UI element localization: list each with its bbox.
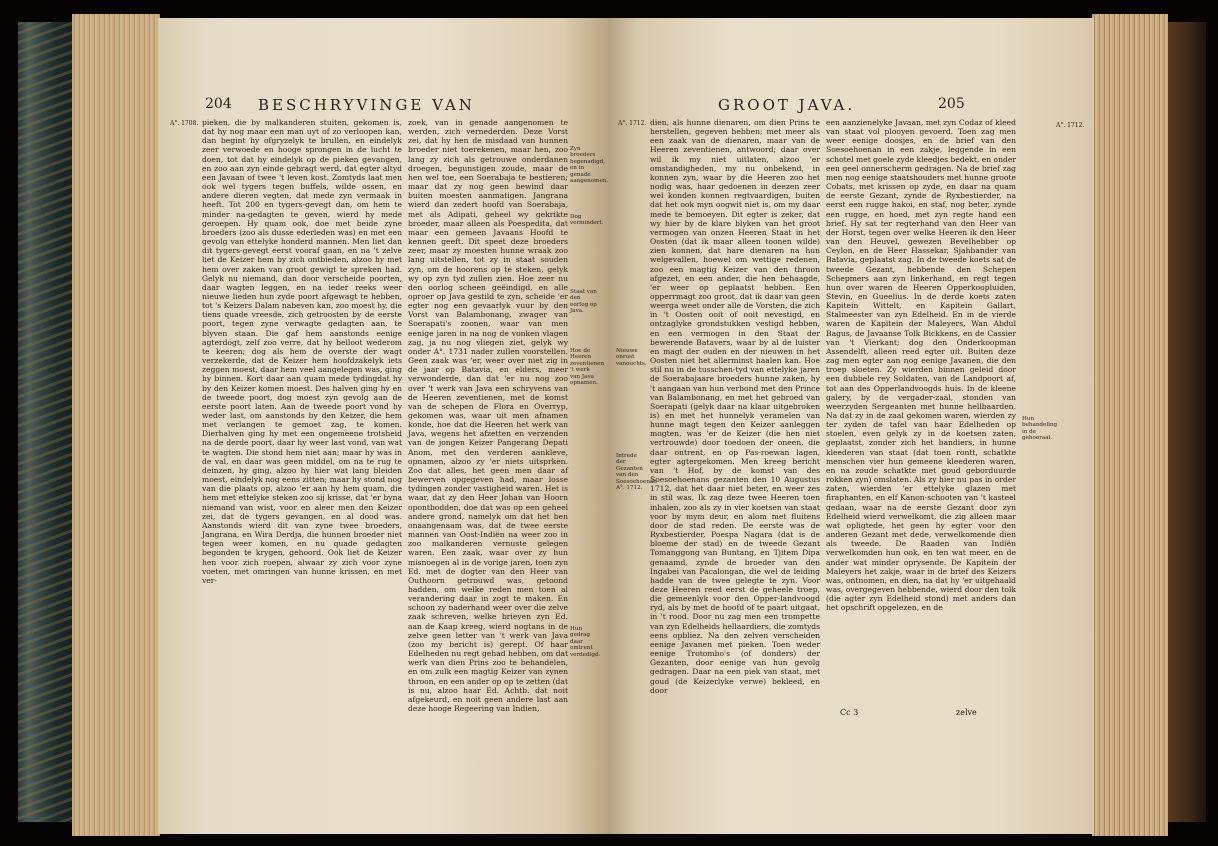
margin-note: Hoe de Heeren zeventienen 't werk van Java opnamen. xyxy=(570,348,605,387)
margin-note: Hun gedrag daar omtrent verdedigd. xyxy=(570,626,601,658)
signature-mark: Cc 3 xyxy=(840,708,859,717)
left-page xyxy=(158,18,608,834)
text-column-1: dien, als hunne dienaren, om dien Prins te herstellen, gegeven hebben; met meer als een zaak van de dienaren, maar van de Heeren zeventienen, antwoord; daar over wil ik my niet uitlaten, alzoo 'er omstandigheden, my nu onbekend, in konnen zyn, waar by die Heeren zoo het nodig was, haar gedoenen in deezen zeer wel konden konnen regtvaardigen, buiten dat het ook myn oogwit niet is, om my daar mede te bemoeyen. Dit egter is zeker, dat wy hier by de klare blyken van het groot vermogen van onzen Heeren Staat in het Oosten (dat ik maar alleen toonen wilde) zien konnen, dat hare dienaren na hun welgevallen, hoewel om wettige redenen, zoo een magtig Keizer van den throon afgezet, en een ander, die hen behaagde, 'er weer op geplaatst hebben. Een opperrmagt zoo groot, dat ik daar van geen weerga weet onder alle de Vorsten, die zich in 't Oosten ooit of ooit nevestigd, en ontzaglyke grondstukken vestigd hebben, en een vermogen in den Staat der bewerende Batavers, waar by al de luister en magt der ouden en der nieuwen in het Oosten niet het allerminst haalen kan. Hoe stil nu in de tusschen-tyd van ettelyke jaren de Soerabajaare broeders hunne zaken, hy 't aangaan van hun verbond met den Prince van Balambonang, en met het gebroed van Soerapati (gelyk daar na klaar uitgebroken is) en met het hunnelyk veramelen van hunne magt tegen den Keizer aanleggen mogten, was 'er de Keizer (die hen niet vertrouwde) door toedoen der oneen, die daar ontrent, en op Pas-roewan lagen, egter agtergekomen. Men kreeg bericht van 't Hof, by de komst van des Soesoehoenans gezanten den 10 Augustus 1712, dat het daar niet beter, en weer zes in stil was. Ik zag deze twee Heeren toen inhalen, zoo als zy in vier koetsen van staat voor by mym deur, en alom met fluitens door de stad reden. De eerste was de Ryxbestierder, Poespa Nagara (dat is de bloeme der stad) en de tweede Gezant Tomanggong van Buntang, en Tjitem Dipa genaamd, zynde de broeder van den Ingabei van Pacalongan, die wel de leiding hadde van de twee gelegte te zyn. Voor deze Heeren reed eerst de geheele troep, die gemeenlyk voor den Opper-landvoogd ryd, als by met de hoofd of te paart uitgaat, in 't rood. Door nu zag men een trompette van zyn Edelheids hellaardiers, die zomtyds eens opbliez. Na den zelven verscheiden eenige Javanen met pieken. Toen weder eenige Trotombo's (of donders) der Gezanten, door eenige van hun gevolg gedragen. Daar na een piek van staat, met goud (de Keizerlyke verwe) bekleed, en door xyxy=(650,118,820,695)
text-column-2: een aanzienelyke Javaan, met zyn Codaz of kleed van staat vol plooyen gevoerd. Toen zag men weer eenige doosjes, en de brief van den Soesoehoenan in een zakje, leggende in een schotel met goele zyde kleedjes bedekt, en onder een geel onnerscherm gedragen. Na de brief zag men nog eenige staatshouders met hunne groote Cobats, met krissen op zyde, en daar na quam de eerste Gezant, zynde de Ryxbestierder, na eerst een rugge hakoi, en staf, nog beter, zynde een rugge, en hoed, met zyn regte hand een brief. Hy sat ter regterhand van den Heer van der Horst, tegen over welke Heeren ik den Heer van den Heuvel, gewezen Bevelhebber op Ceylon, en de Heer Hassekar, Sjahbander van Batavia, geplaatst zag. In de tweede koets sat de tweede Gezant, hebbende den Schepen Schepmers aan zyn linkerhand, en regt tegen hun over waren de Heeren Opperkoopluiden, Stevin, en Gueelius. In de derde koets zaten Kapitein Wittelt, en Kapitein Gallart, Stalmeester van zyn Edelheid. En in de vierde waren de Kapitein der Maleyers, Wan Abdul Bagus, de Javaanse Tolk Bickkens, en de Cassier van 't Vierkant; dog den Onderkoopman Assendelft, alleen reed egter uit. Buiten deze zag men egter aan nog eenige Javanen, die den troep sloeten. Zy wierden binnen geleid door een dubbele rey Soldaten, van de Landpoort af, tot aan des Opperlandvoogds huis. In de kleene galery, by de vergader-zaal, stonden van weerzyden Sergeanten met hunne hellbaarden. Na dat zy in de zaal gekomen waren, wierden zy ter zyden de tafel van haar Edelheden op stoelen, even gelyk zy in de koetsen zaten, geplaatst, zonder zich het bandiers, in hunne kleederen van staat (dat toen rontt, schatkte menschen vier hun gemeene kleederen waren, en na zoude schatkte met goud geborduurde rokken zyn) omslaten. Als zy hier nu pas in order zaten, wierden 'er ettelyke glazen met firaphanten, en elf Kanon-schooten van 't kasteel gedaan, waar na de eerste Gezant door zyn Edelheid wierd verwelkomt, die zig alleen maar wat opligtede, het geen hy egter voor den anderen Gezant met dede, verwelkomende dien als tweede. De Raaden van Indiën verwelkomden hun ook, en ten wat meer, en de ander wat minder oprysende. De Kapitein der Maleyers het zakje, waar in de brief des Keizers was, ontnomen, en dien, na dat hy 'er uitgehaald was, overgegeven hebbende, wierd door den tolk (die agter zyn Edelheid stond) met anders dan het opschrift opgelezen, en de xyxy=(826,118,1016,613)
running-head: GROOT JAVA. xyxy=(718,96,856,114)
year-marker: A°. 1712. xyxy=(618,120,647,127)
page-number: 205 xyxy=(938,96,965,112)
text-column-1: pieken, die by malkanderen stuiten, gekomen is, dat hy nog maar een man uyt of zo verloopen kan, dan begint hy ofgryzelyk te brullen, en eindelyk zeer verwoede en hooge sprongen in de lucht te doen, tot dat hy eindelyk op de pieken gevangen, en zoo aan zyn einde gebragt werd, dat egter altyd een Javaan of twee 't leven kost. Zomtyds laat men ook wel tygers tegen buffels, wilde ossen, en andere dieren vegten, dat mede zyn vermaak in heeft. Tot 200 en tygers-gevegt dan, om hem te minder na-gedagten te geven, wierd hy mede geroepen. Hy quam ook, doe met beide zyne broeders (zoo als dusse ederleden was) en met een gevolg van ettelyke honderd mannen. Men liet dan dit tygers-gevegt eerst vooraf gaan, en na 't zelve liet de Keizer hem by zich ontbieden, alzoo hy met hem over zaken van groot gewigt te spreken had. Gelyk nu niemand, dan door verscheide poorten, daar wagten leggen, en na ieder reeks weer nieuwe lieden hun zyde poort afgewagt te hebben, tot 's Keizers Dalam nabeven kan, zoo moest hy, die tiens quade vreesde, zich getroosten by de eerste poort, tegen zyne verwagte gedagten aan, te blyven staan. Die gaf hem aanstonds eenige agterdogt, zelf zoo verre, dat hy belloot wederom te keeren; dog als hem de overste der wagt verzekerde, dat de Keizer hem hoofdzakelyk iets zeggen moest, daar hem veel aangelegen was, ging hy binnen. Kort daar aan quam mede tydingdat hy by den Keizer komen moest. Des halven ging hy en de tweede poort, dog moest zyn gevolg aan de eerste poort laten. Aan de tweede poort vond hy weder last, om aanstonds by den Keizer, die hem met verlangen te gemoet zag, te komen. Dierhalven ging hy met een ongemeene trotsheid na de derde poort, daar hy weer last vond, van wat te wagten. Die stond hem niet aan; maar hy was in de val, en daar was geen middel, om na te rug te deinzen, hy ging, alzoo hy hier wat lang bleiden moest, eindelyk nog eens zitten; maar hy stond nog van die plaats op, alzoo 'er aan hy hem quam, die hem met ettelyke steken zoo sij krisse, dat 'er byna niemand van wist, voor en aleer men den Keizer zei, dat de tygers gevangen, en al dood was. Aanstonds wierd dit van zyne twee broeders, Jangrana, en Wira Derdja, die hunnen broeder niet tegen weer komen, en nu quade gedagten begonden te krygen, gehoord. Ook liet de Keizer hen voor zich roepen, alwaar zy zich voor zyne voeten, met omringen van hunne krissen, en met ver- xyxy=(202,118,402,585)
page-number: 204 xyxy=(205,96,232,112)
running-head: BESCHRYVINGE VAN xyxy=(258,96,475,114)
year-marker: A°. 1708. xyxy=(170,120,199,127)
catchword: zelve xyxy=(956,708,977,717)
margin-note: Dog vermindert. xyxy=(570,214,604,227)
margin-note: Nieuwe onrust vanouchts. xyxy=(616,348,647,367)
text-column-2: zoek, van in genade aangenomen te werden, zich vernederden. Deze Vorst zei, dat hy hen de misdaad van hunnen broeder niet toerekenen, maar hen, zoo lang zy zich als getrouwe onderdanen droegen, begunstigen zoude, maar de hen wel toe, een Soerabaja te bestieren; maar dat zy nog geen bewind daar buiten moesten aanmatigen. Jangrana wierd dan zedert hoofd van Soerabaja, met als Adipati, geheel wy gekrikte broeder, maar alleen als Poespedita, dat maar een gemeen Javaans Hoofd te kennen geeft. Dit speet deze broeders zeer, maar zy moesten hunne wraak zoo lang uitstellen, tot zy in staat souden zyn, om de hoorens op te steken, gelyk wy op zyn tyd zullen zien. Hoe zeer nu den oorlog scheen geëindigd, en alle oproer op Java gestild te zyn, scheide 'er egter nog een gevaarlyk vuur by den Vorst van Balambonang, zwager van Soerapati's zoonen, waar van men eenige jaren in na nog de vonken vlagen zag, ja nu nog vliegen ziet, gelyk wy onder A°. 1731 nader zullen voorstellen. Geen zaak was 'er, weer over niet zig in de jaar op Batavia, en elders, meer verwonderde, dan dat 'er nu nog zoo over 't werk van Java een schryvens van de Heeren zeventienen, met de komst van de schepen de Flora en Overryp, gekomen was, waar uit men afnamen konde, hoe dat die Heeren het werk van Java, wegens het afzetten en verzenden van de jongen Keizer Pangerang Depati Anom, met den verderen aankleve, opnamen, alzoo zy 'er niets uitsprken. Zoo dat alles, het geen men daar af bewerven opgegeven had, maar losse tydingen zonder vastigheid waren. Het is waar, dat zy den Heer Johan van Hoorn opontbodden, doe dat was op een geheel andere grond, namelyk om dat het ben onaangenaam was, dat de twee eerste mannen van Oost-Indiën na weer zoo in zoo malkanderen vernuste gelegen waren. Een zaak, waar over zy hun misnoegen al in de vorige jaren, toen zyn Ed. met de dogter van den Heer van Outhoorn getrouwd was, getoond hadden, om welke reden men toen al verandering daar in zogt te maken. En schoon zy naderhand weer over die zelve zaak schreven, welke brieven zyn Ed. aan de Kaap kreeg, wierd nogtans in de zelve geen letter van 't werk van Java (zoo my bericht is) gerept. Of haar Edelheden nu regt gehad hebben, om dat werk van dien Prins zoo te behandelen, en om zulk een magtig Keizer van zynen throon, en een ander op op te zetten (dat is nu, alzoo haar Ed. Achtb. dat noit afgekeurd, en noit geen andere last aan deze hooge Regeering van Indien, xyxy=(408,118,569,713)
margin-note: Zyn broeders begenadigd, en in genade aangenomen. xyxy=(570,146,609,185)
page-block-left xyxy=(72,14,160,836)
right-page xyxy=(608,18,1094,834)
year-marker: A°. 1712. xyxy=(1056,122,1085,129)
margin-note: Hun behandeling in de gehooraal. xyxy=(1022,416,1058,442)
marbled-page-edge-left xyxy=(18,22,73,822)
cover-edge-right xyxy=(1168,22,1206,822)
margin-note: Intrede der Gezanten van den Soesoehoenan A°. 1712. xyxy=(616,453,657,492)
margin-note: Staat van den oorlog op Java. xyxy=(570,289,597,315)
page-block-right xyxy=(1092,14,1168,836)
